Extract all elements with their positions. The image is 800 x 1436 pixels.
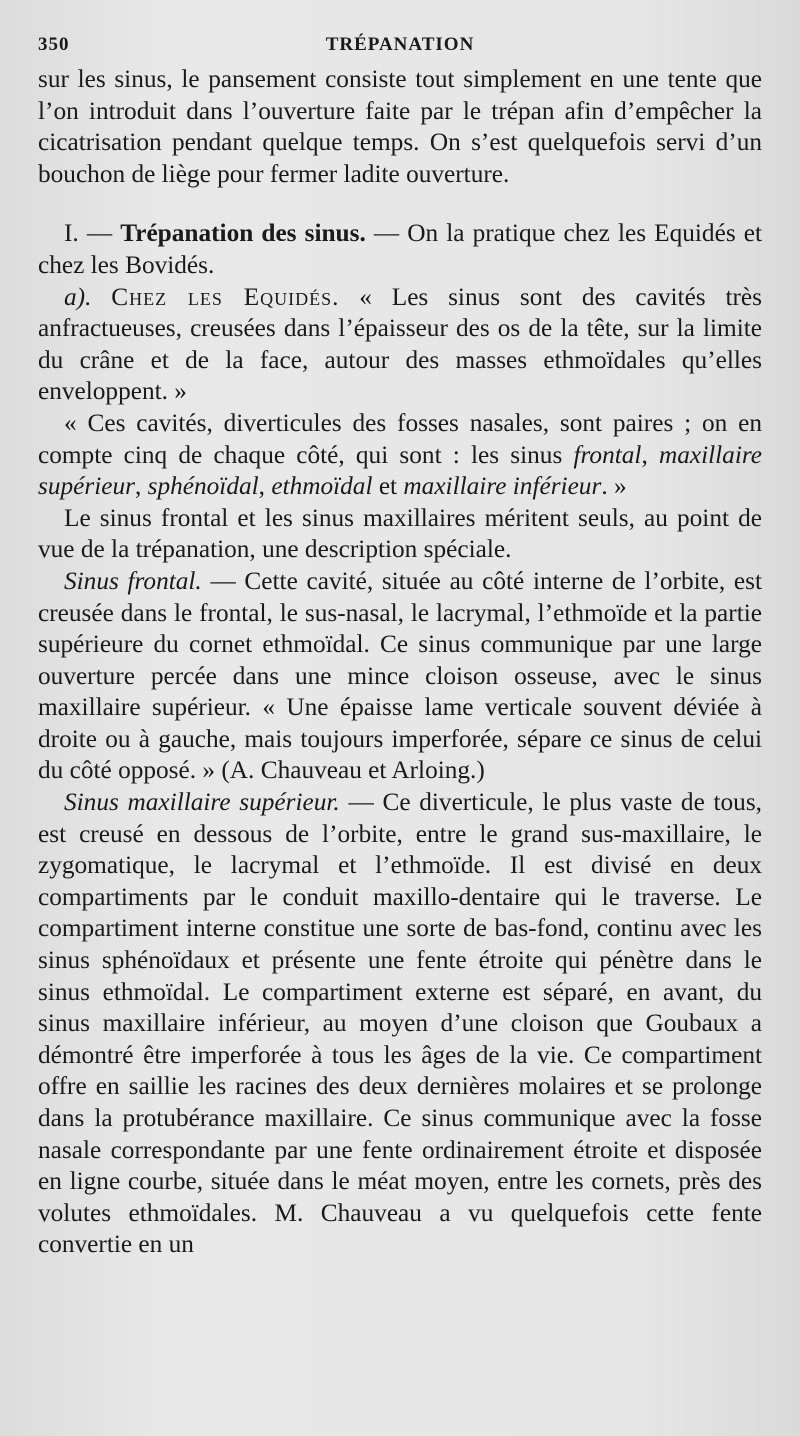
paragraph-sinus-maxillaire — [38, 787, 762, 1261]
section-number: I. — — [64, 219, 113, 248]
page-number: 350 — [38, 34, 70, 55]
sinus-maxillaire-label: Sinus maxillaire supérieur. — [64, 788, 340, 817]
paragraph-dressing: sur les sinus, le pansement consiste tout simplement en une tente que l’on introduit dans l’ouverture faite par le trépan afin d’empêcher la cicatrisation pendant quelque temps. On s’est quelquefois servi d’un bouchon de liège pour fermer ladite ouverture. — [38, 65, 762, 188]
body-text — [38, 64, 762, 1261]
section-intro: — On la pratique chez les Equidés et chez les Bovidés. — [38, 219, 762, 279]
term-maxillaire-inferieur: maxillaire inférieur — [403, 472, 602, 501]
paragraph-equides — [38, 282, 762, 408]
term-frontal: frontal — [573, 440, 642, 469]
paragraph-seuls: Le sinus frontal et les sinus maxillaires méritent seuls, au point de vue de la trépanation, une description spéciale. — [38, 503, 762, 564]
paragraph-equides-text: « Les sinus sont des cavités très anfractueuses, creusées dans l’épaisseur des os de la tête, sur la limite du crâne et de la face, autour des masses ethmoïdales qu’elles enveloppent. » — [38, 282, 762, 406]
sinus-frontal-text: — Cette cavité, située au côté interne de l’orbite, est creusée dans le frontal, le sus-nasal, le lacrymal, l’ethmoïde et la partie supérieure du cornet ethmoïdal. Ce sinus communique par une large ouverture percée dans une mince cloison osseuse, avec le sinus maxillaire supérieur. « Une épaisse lame verticale souvent déviée à droite ou à gauche, mais toujours imperforée, sépare ce sinus de celui du côté opposé. » (A. Chauveau et Arloing.) — [38, 566, 762, 785]
term-sphenoidal: sphénoïdal — [147, 472, 259, 501]
sep: . » — [601, 472, 627, 501]
sep: , — [258, 472, 272, 501]
section-title: Trépanation des sinus. — [120, 219, 366, 248]
sep: , — [134, 472, 148, 501]
cavites-text: « Ces cavités, diverticules des fosses nasales, sont paires ; on en compte cinq de chaque côté, qui sont : les sinus — [38, 408, 762, 469]
running-title: TRÉPANATION — [325, 34, 475, 55]
page-header — [38, 28, 762, 64]
term-maxillaire-superieur: maxillaire supérieur — [38, 440, 762, 501]
sinus-maxillaire-text: — Ce diverticule, le plus vaste de tous, est creusé en dessous de l’orbite, entre le grand sus-maxillaire, le zygomatique, le lacrymal et l’ethmoïde. Il est divisé en deux compartiments par le conduit maxillo-dentaire qui le traverse. Le compartiment interne constitue une sorte de bas-fond, continu avec les sinus sphénoïdaux et présente une fente étroite qui pénètre dans le sinus ethmoïdal. Le compartiment externe est séparé, en avant, du sinus maxillaire inférieur, au moyen d’une cloison que Goubaux a démontré être imperforée à tous les âges de la vie. Ce compartiment offre en saillie les racines des deux dernières molaires et se prolonge dans la protubérance maxillaire. Ce sinus communique avec la fosse nasale correspondante par une fente ordinairement étroite et disposée en ligne courbe, située dans le méat moyen, entre les cornets, près des volutes ethmoïdales. M. Chauveau a vu quelquefois cette fente convertie en un — [38, 788, 762, 1259]
paragraph-cavites — [38, 408, 762, 503]
section-heading-trepanation-sinus — [38, 218, 762, 281]
paragraph-sinus-frontal — [38, 566, 762, 787]
term-ethmoidal: ethmoïdal — [271, 472, 373, 501]
sep: et — [372, 472, 404, 501]
item-label: a). — [64, 282, 92, 311]
sinus-frontal-label: Sinus frontal. — [64, 566, 202, 595]
sep: , — [641, 440, 659, 469]
subsection-title: Chez les Equidés. — [111, 282, 340, 311]
